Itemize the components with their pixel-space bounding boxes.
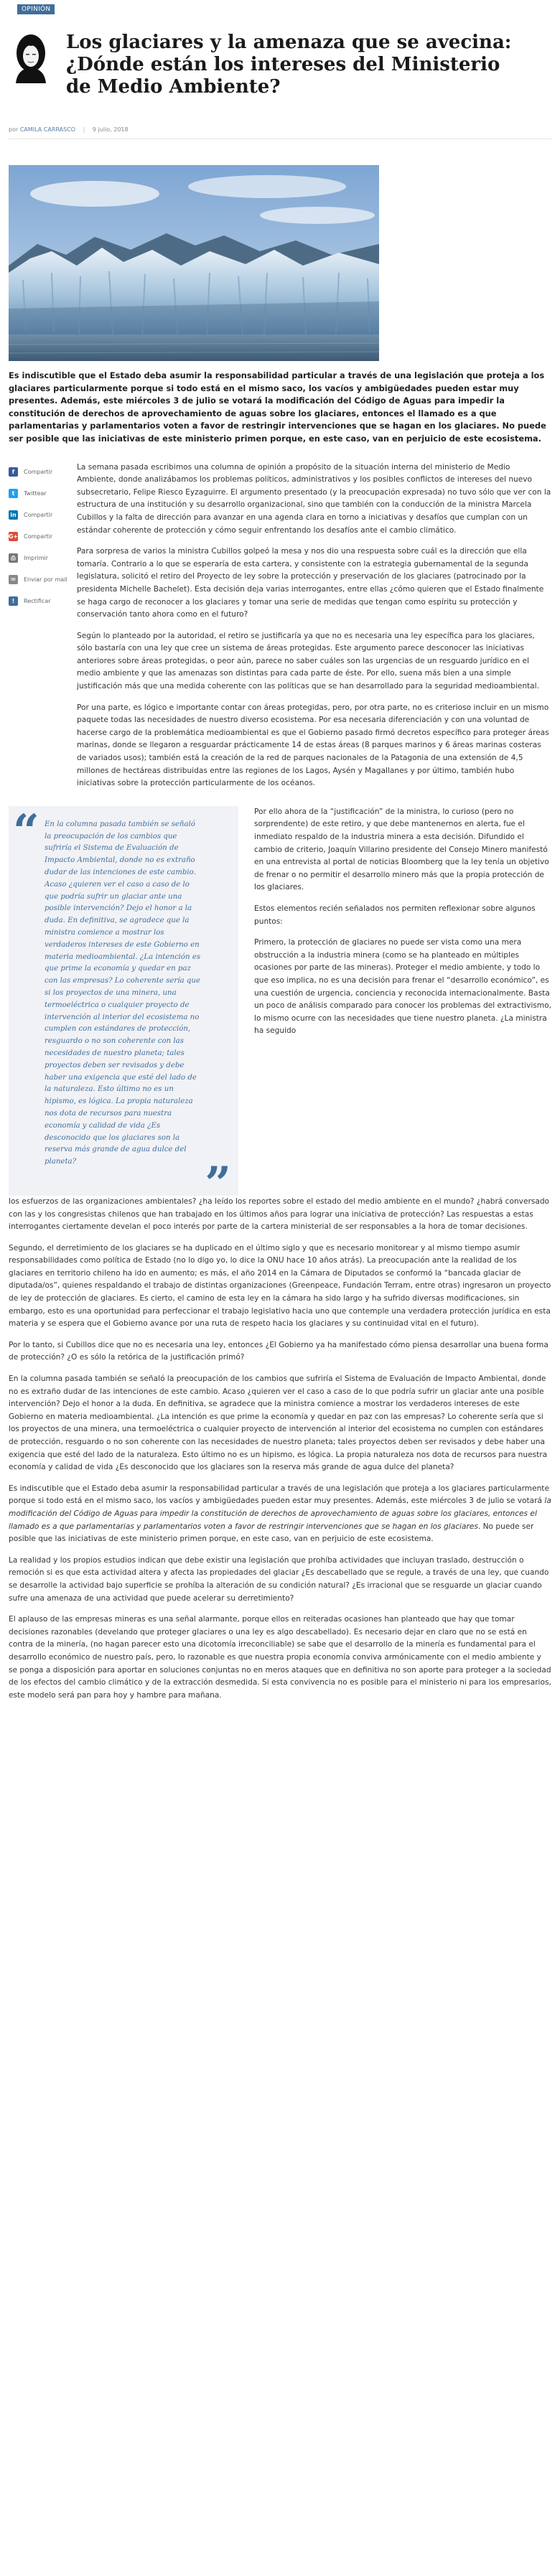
emphasis-text: la modificación del Código de Aguas para impedir la constitución de derechos de aprovechamiento de aguas sobre los glaciares, entonces el llamado es a que parlamentarias y parlamentarios voten a favor de restringir intervenciones que se hagan en los glaciares <box>9 1497 551 1531</box>
article-header <box>9 19 551 102</box>
share-linkedin[interactable] <box>9 507 77 523</box>
paragraph <box>9 1483 551 1546</box>
share-googleplus-label: Compartir <box>24 533 53 540</box>
mail-icon: ✉ <box>9 575 18 584</box>
paragraph-text: Es indiscutible que el Estado deba asumir la responsabilidad particular a través de una legislación que proteja a los glaciares particularmente porque si todo está en el mismo saco, los vacíos y ambigüedades pueden estar muy presentes. Además, este miércoles 3 de julio se votará <box>9 1484 549 1506</box>
share-email[interactable] <box>9 572 77 588</box>
share-facebook[interactable] <box>9 464 77 480</box>
article-content <box>9 462 551 1711</box>
author-avatar <box>9 32 53 83</box>
paragraph: Estos elementos recién señalados nos permiten reflexionar sobre algunos puntos: <box>254 904 536 926</box>
report-icon: ! <box>9 596 18 606</box>
share-email-label: Enviar por mail <box>24 576 67 584</box>
pullquote <box>9 804 238 1211</box>
close-quote-icon: ” <box>205 1156 231 1211</box>
share-twitter[interactable] <box>9 486 77 502</box>
paragraph-text: . No puede ser posible que las iniciativas de este ministerio primen porque, en este caso, van en perjuicio de este ecosistema. <box>9 1522 534 1544</box>
article-continuation <box>9 1196 551 1702</box>
share-twitter-label: Twittear <box>24 490 47 497</box>
paragraph: La semana pasada escribimos una columna de opinión a propósito de la situación interna del ministerio de Medio Ambiente, donde analizábamos los problemas políticos, administrativos y los posibles conflictos de intereses del nuevo subsecretario, Felipe Riesco Eyzaguirre. El argumento presentado (y la preocupación expresada) no tuvo sólo que ver con la estructura de una institución y su desarrollo organizacional, sino que también con la conducción de la ministra Marcela Cubillos y la falta de dirección para avanzar en una agenda clara en torno a iniciativas y desafíos que cumplan con un estándar coherente de protección y cómo seguir enfrentando los desafíos ante el cambio climático. <box>77 462 551 535</box>
paragraph: En la columna pasada también se señaló la preocupación de los cambios que sufriría el Sistema de Evaluación de Impacto Ambiental, donde no es extraño dudar de las intenciones de este cambio. Acaso ¿quieren ver el caso a caso de lo que podría sufrir un glaciar ante una posible intervención? Dejo el honor a la duda. En definitiva, se agradece que la ministra comience a mostrar los verdaderos intereses de este Gobierno en materia medioambiental. ¿La intención es que prime la economía y quedar en paz con las empresas? Lo coherente sería que si los proyectos de una minera, una termoeléctrica o cualquier proyecto de intervención al interior del ecosistema no cumplen con estándares de protección, resguardo o no son coherente con las necesidades de nuestro planeta; tales proyectos deben ser revisados y debe haber una exigencia que esté del lado de la naturaleza. Esto último no es un hipismo, es lógica. La propia naturaleza nos dota de recursos para nuestra economía y calidad de vida ¿Es desconocido que los glaciares son la reserva más grande de agua dulce del planeta? <box>9 1374 548 1472</box>
share-print-label: Imprimir <box>24 555 49 562</box>
pullquote-text: En la columna pasada también se señaló la preocupación de los cambios que sufriría el Sistema de Evaluación de Impacto Ambiental, donde no es extraño dudar de las intenciones de este cambio. Acaso ¿quieren ver el caso a caso de lo que podría sufrir un glaciar ante una posible intervención? Dejo el honor a la duda. En definitiva, se agradece que la ministra comience a mostrar los verdaderos intereses de este Gobierno en materia medioambiental. ¿La intención es que prime la economía y quedar en paz con las empresas? Lo coherente sería que si los proyectos de una minera, una termoeléctrica o cualquier proyecto de intervención al interior del ecosistema no cumplen con estándares de protección, resguardo o no son coherente con las necesidades de nuestro planeta; tales proyectos deben ser revisados y debe haber una exigencia que esté del lado de la naturaleza. Esto último no es un hipismo, es lógica. La propia naturaleza nos dota de recursos para nuestra economía y calidad de vida ¿Es desconocido que los glaciares son la reserva más grande de agua dulce del planeta? <box>45 820 201 1166</box>
top-bar <box>9 0 551 19</box>
publish-date: 9 julio, 2018 <box>92 126 129 133</box>
linkedin-icon: in <box>9 510 18 520</box>
hero-image-glacier <box>9 165 379 361</box>
share-print[interactable] <box>9 551 77 566</box>
paragraph: La realidad y los propios estudios indican que debe existir una legislación que prohíba actividades que incluyan traslado, destrucción o remoción si es que esta actividad altera y afecta las propiedades del glaciar ¿Es descabellado que se regule, a través de una ley, que cuando se desarrolle la actividad bajo superficie se prohíba la alteración de su condición natural? ¿Es irracional que se resguarde un glaciar cuando sufre una amenaza de una actividad que puede acelerar su derretimiento? <box>9 1555 549 1603</box>
share-googleplus[interactable] <box>9 529 77 545</box>
section-tag[interactable]: OPINIÓN <box>17 4 55 14</box>
share-report[interactable] <box>9 594 77 609</box>
paragraph: Por ello ahora de la “justificación” de la ministra, lo curioso (pero no sorprendente) de este retiro, y que debe mantenernos en alerta, fue el inmediato respaldo de la industria minera a esta decisión. Difundido el cambio de criterio, Joaquín Villarino presidente del Consejo Minero manifestó en una entrevista al portal de noticias Bloomberg que la ley tenía un objetivo de frenar o no permitir el desarrollo minero más que la propia protección de los glaciares. <box>254 807 549 892</box>
paragraph: Segundo, el derretimiento de los glaciares se ha duplicado en el último siglo y que es necesario monitorear y al mismo tiempo asumir responsabilidades como política de Estado (no lo digo yo, lo dice la ONU hace 10 años atrás). La preocupación ante la realidad de los glaciares en territorio chileno ha ido en aumento; es más, el año 2014 en la Cámara de Diputados se conformó la “bancada glaciar de diputada/os”, quienes respaldando el trabajo de distintas organizaciones (Greenpeace, Fundación Terram, entre otras) ingresaron un proyecto de ley de protección de glaciares. Es cierto, el camino de esta ley en la cámara ha sido largo y ha sufrido diversas modificaciones, sin embargo, esto es una oportunidad para perfeccionar el trabajo legislativo hacia uno que contemple una verdadera protección jurídica en esta materia y se espera que el Gobierno avance por una ruta de respeto hacia los glaciares y su continuidad vital en el futuro). <box>9 1243 551 1329</box>
paragraph: El aplauso de las empresas mineras es una señal alarmante, porque ellos en reiteradas ocasiones han planteado que hay que tomar decisiones razonables (develando que proteger glaciares o una ley es algo descabellado). Es necesario dejar en claro que no se está en contra de la minería, (no hagan parecer esto una dicotomía irreconciliable) se sabe que el desarrollo de la minería es fundamental para el desarrollo económico de nuestro país, pero, lo razonable es que nuestra propia economía conviva armónicamente con el medio ambiente y se ponga a disposición para aportar en soluciones conjuntas no en meros ataques que en definitiva no son aporte para proteger a la sociedad de los efectos del cambio climático y de la extracción desmedida. Si esta convivencia no es posible para el ministerio ni para los empresarios, este modelo será pan para hoy y hambre para mañana. <box>9 1615 551 1700</box>
facebook-icon: f <box>9 467 18 477</box>
byline-prefix: por <box>9 126 19 133</box>
paragraph: Por una parte, es lógico e importante contar con áreas protegidas, pero, por otra parte, no es criterioso incluir en un mismo paquete todas las necesidades de nuestro diverso ecosistema. Por esa necesaria diferenciación y con una voluntad de hacerse cargo de la problemática medioambiental es que el Gobierno pasado firmó decretos específico para proteger áreas marinas, donde se llegaron a resguardar prácticamente 14 de estas áreas (8 parques marinos y 6 áreas marinas costeras de variados usos); también está la creación de la red de parques nacionales de la Patagonia de una extensión de 4,5 millones de hectáreas distribuidas entre las regiones de los Lagos, Aysén y Magallanes y por último, también hubo iniciativas sobre la protección particularmente de los océanos. <box>77 703 549 788</box>
paragraph: Para sorpresa de varios la ministra Cubillos golpeó la mesa y nos dio una respuesta sobre cuál es la dirección que ella tomaría. Contrario a lo que se esperaría de esta cartera, y consistente con la estrategia gubernamental de la segunda legislatura, solicitó el retiro del Proyecto de ley sobre la protección y preservación de los glaciares (patrocinado por la presidenta Michelle Bachelet). Esta decisión deja varias interrogantes, entre ellas ¿cómo quieren que el Estado finalmente se haga cargo de reconocer a los glaciares y tomar una serie de medidas que tengan como espíritu su protección y conservación tanto ahora como en el futuro? <box>77 547 544 619</box>
share-facebook-label: Compartir <box>24 469 53 476</box>
byline <box>9 102 551 139</box>
paragraph: los esfuerzos de las organizaciones ambientales? ¿ha leído los reportes sobre el estado del medio ambiente en el mundo? ¿habrá conversado con las y los congresistas chilenos que han trabajado en los últimos años para lograr una iniciativa de protección? Las respuestas a estas interrogantes ciertamente develan el poco interés por parte de la cartera ministerial de ser responsables a la hora de tomar decisiones. <box>9 1196 550 1232</box>
page-title: Los glaciares y la amenaza que se avecina: ¿Dónde están los intereses del Ministerio de Medio Ambiente? <box>66 32 512 98</box>
share-linkedin-label: Compartir <box>24 512 53 519</box>
paragraph: Según lo planteado por la autoridad, el retiro se justificaría ya que no es necesaria una ley específica para los glaciares, sólo bastaría con una ley que cree un sistema de áreas protegidas. Este argumento parece desconocer las iniciativas anteriores sobre áreas protegidas, o peor aún, parece no saber cuáles son las urgencias de un resguardo jurídico en el medio ambiente y que las amenazas son distintas para cada parte de éste. Por ello, suena más bien a una simple justificación más que una medida coherente con las políticas que se han desarrollado para la seguridad medioambiental. <box>77 631 539 691</box>
paragraph: Primero, la protección de glaciares no puede ser vista como una mera obstrucción a la industria minera (como se ha planteado en múltiples ocasiones por parte de las mineras). Proteger el medio ambiente, y todo lo que eso implica, no es una decisión para frenar el “desarrollo económico”, es una cuestión de urgencia, conciencia y reconocida internacionalmente. Basta un poco de análisis comparado para conocer los problemas del extractivismo, lo mismo ocurre con las necesidades que tiene nuestro planeta. ¿La ministra ha seguido <box>254 938 551 1036</box>
open-quote-icon: “ <box>13 804 39 858</box>
share-report-label: Rectificar <box>24 598 51 605</box>
byline-separator: | <box>83 126 85 133</box>
pullquote-section <box>9 804 551 1211</box>
twitter-icon: t <box>9 489 18 498</box>
paragraph: Por lo tanto, si Cubillos dice que no es necesaria una ley, entonces ¿El Gobierno ya ha manifestado cómo piensa desarrollar una buena forma de protección? ¿O es sólo la retórica de la justificación primó? <box>9 1340 549 1362</box>
print-icon: ⎙ <box>9 553 18 563</box>
side-column <box>254 806 551 1196</box>
author-link[interactable]: CAMILA CARRASCO <box>19 126 76 133</box>
googleplus-icon: G+ <box>8 533 19 540</box>
lead-paragraph: Es indiscutible que el Estado deba asumir la responsabilidad particular a través de una legislación que proteja a los glaciares particularmente porque si todo está en el mismo saco, los vacíos y ambigüedades pueden estar muy presentes. Además, este miércoles 3 de julio se votará la modificación del Código de Aguas para impedir la constitución de derechos de aprovechamiento de aguas sobre los glaciares, entonces el llamado es a que parlamentarias y parlamentarios voten a favor de restringir intervenciones que se hagan en los glaciares. No puede ser posible que las iniciativas de este ministerio primen porque, en este caso, van en perjuicio de este ecosistema. <box>9 370 546 444</box>
